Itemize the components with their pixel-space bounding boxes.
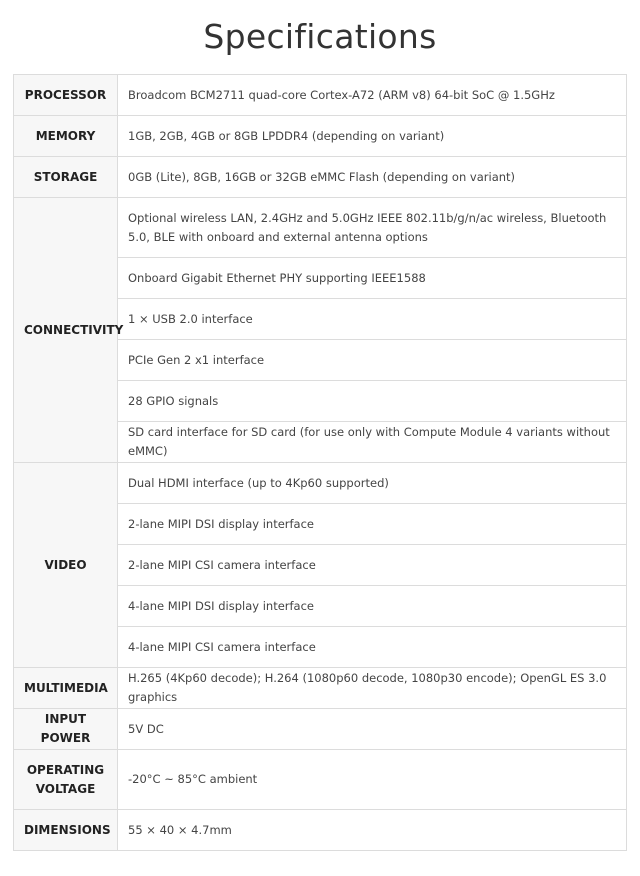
specifications-table	[13, 74, 627, 851]
spec-row-storage	[14, 157, 627, 198]
spec-label: MEMORY	[14, 116, 118, 157]
spec-label: PROCESSOR	[14, 75, 118, 116]
spec-value: 0GB (Lite), 8GB, 16GB or 32GB eMMC Flash (depending on variant)	[118, 157, 627, 198]
spec-value: SD card interface for SD card (for use only with Compute Module 4 variants without eMMC)	[118, 422, 627, 463]
spec-value: -20°C ~ 85°C ambient	[118, 750, 627, 810]
spec-value: 55 × 40 × 4.7mm	[118, 810, 627, 851]
spec-row-memory	[14, 116, 627, 157]
spec-value: Optional wireless LAN, 2.4GHz and 5.0GHz IEEE 802.11b/g/n/ac wireless, Bluetooth 5.0, BLE with onboard and external antenna options	[118, 198, 627, 258]
spec-row-processor	[14, 75, 627, 116]
spec-value: 4-lane MIPI DSI display interface	[118, 586, 627, 627]
spec-row-video	[14, 463, 627, 504]
spec-value: Dual HDMI interface (up to 4Kp60 supported)	[118, 463, 627, 504]
spec-value: 2-lane MIPI DSI display interface	[118, 504, 627, 545]
spec-value: Broadcom BCM2711 quad-core Cortex-A72 (ARM v8) 64-bit SoC @ 1.5GHz	[118, 75, 627, 116]
spec-label: VIDEO	[14, 463, 118, 668]
spec-row-connectivity	[14, 198, 627, 258]
spec-row-multimedia	[14, 668, 627, 709]
spec-value: Onboard Gigabit Ethernet PHY supporting IEEE1588	[118, 258, 627, 299]
spec-value: PCIe Gen 2 x1 interface	[118, 340, 627, 381]
spec-value: 1GB, 2GB, 4GB or 8GB LPDDR4 (depending on variant)	[118, 116, 627, 157]
spec-value: H.265 (4Kp60 decode); H.264 (1080p60 decode, 1080p30 encode); OpenGL ES 3.0 graphics	[118, 668, 627, 709]
spec-value: 4-lane MIPI CSI camera interface	[118, 627, 627, 668]
spec-value: 5V DC	[118, 709, 627, 750]
spec-label: INPUT POWER	[14, 709, 118, 750]
spec-value: 2-lane MIPI CSI camera interface	[118, 545, 627, 586]
spec-value: 28 GPIO signals	[118, 381, 627, 422]
page-title: Specifications	[203, 17, 437, 56]
spec-value: 1 × USB 2.0 interface	[118, 299, 627, 340]
spec-label: DIMENSIONS	[14, 810, 118, 851]
spec-label: CONNECTIVITY	[14, 198, 118, 463]
spec-label: STORAGE	[14, 157, 118, 198]
spec-row-input-power	[14, 709, 627, 750]
spec-label: OPERATING VOLTAGE	[14, 750, 118, 810]
spec-row-dimensions	[14, 810, 627, 851]
spec-row-operating-voltage	[14, 750, 627, 810]
spec-label: MULTIMEDIA	[14, 668, 118, 709]
